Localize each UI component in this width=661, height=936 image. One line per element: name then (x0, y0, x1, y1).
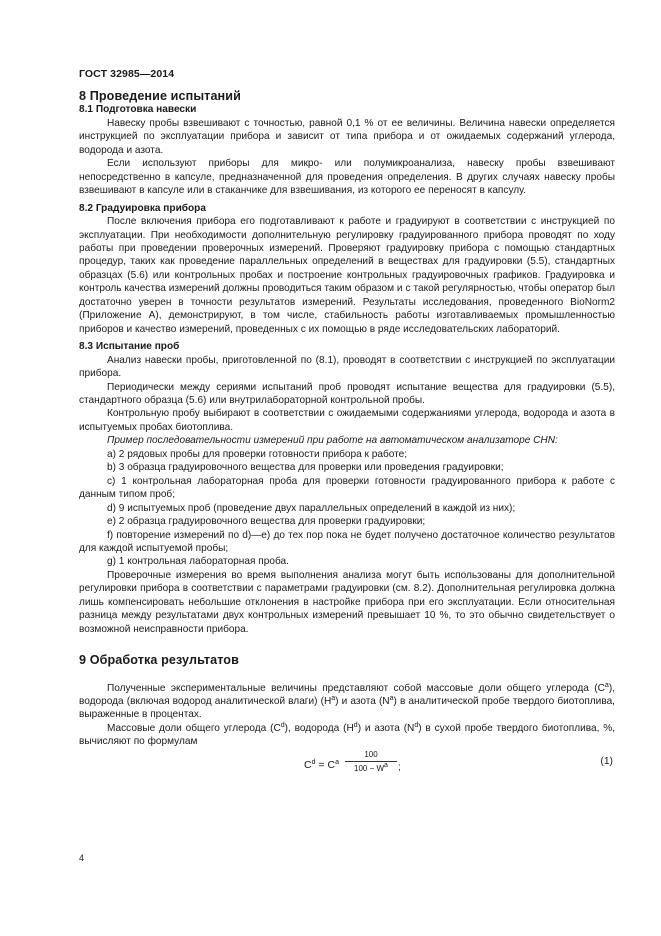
paragraph: Навеску пробы взвешивают с точностью, равной 0,1 % от ее величины. Величина навески определяется инструкцией по эксплуатации прибора и зависит от типа прибора и от ожидаемых содержаний углерода, водорода и азота. (79, 117, 615, 156)
section-8-heading: 8 Проведение испытаний (79, 89, 241, 103)
paragraph: Массовые доли общего углерода $(C^d)$, водорода $(H^d)$ и азота $(N^d)$ в сухой пробе твердого биотоплива, %, вычисляют по формулам (79, 721, 615, 748)
section-9-heading: 9 Обработка результатов (79, 653, 239, 668)
paragraph: После включения прибора его подготавливают к работе и градуируют в соответствии с инструкцией по эксплуатации. При необходимости дополнительную регулировку градуированного прибора проводят по ходу работы при проведении проверочных измерений. Проверяют градуировку прибора с помощью стандартных процедур, таких как проведение параллельных определений в веществах для градуировки (5.5), стандартных образцах (5.6) или контрольных пробах и построение контрольных градуировочных графиков. Градуировка и контроль качества измерений должны проводиться таким образом и с такой регулярностью, чтобы оператор был достаточно уверен в точности результатов измерений. Результаты исследования, проведенного BioNorm2 (Приложение А), демонстрируют, в том числе, стабильность работы изготавливаемых промышленностью приборов и качество измерений, проведенных с их помощью в ряде исследовательских лабораторий. (79, 216, 615, 335)
example-title: Пример последовательности измерений при работе на автоматическом анализаторе CHN: (107, 435, 558, 447)
subsection-8-1-heading: 8.1 Подготовка навески (79, 104, 197, 116)
list-item: e) 2 образца градуировочного вещества для проверки градуировки; (107, 516, 426, 528)
paragraph: Периодически между сериями испытаний проб проводят испытание вещества для градуировки (5.5), стандартного образца (5.6) или внутрилабораторной контрольной пробы. (79, 381, 615, 406)
paragraph: Анализ навески пробы, приготовленной по (8.1), проводят в соответствии с инструкцией по эксплуатации прибора. (79, 354, 615, 380)
list-item: b) 3 образца градуировочного вещества для проверки или проведения градуировки; (107, 462, 504, 474)
list-item: a) 2 рядовых пробы для проверки готовности прибора к работе; (107, 448, 408, 460)
paragraph: Если используют приборы для микро- или полумикроанализа, навеску пробы взвешивают непосредственно в капсуле, предназначенной для проведения определения. В других случаях навеску пробы взвешивают в капсуле или в стаканчике для взвешивания, из которого ее переносят в капсулу. (79, 158, 615, 197)
subsection-8-3-heading: 8.3 Испытание проб (79, 341, 180, 353)
list-item: g) 1 контрольная лабораторная проба. (107, 556, 289, 568)
list-item: d) 9 испытуемых проб (проведение двух параллельных определений в каждой из них); (107, 502, 516, 514)
formula-numerator: 100 (345, 749, 397, 762)
formula-denominator: $100 - W^a$ (354, 761, 388, 773)
document-id: ГОСТ 32985—2014 (79, 68, 175, 80)
formula-number: (1) (600, 755, 613, 767)
paragraph: Проверочные измерения во время выполнения анализа могут быть использованы для дополнительной регулировки прибора в соответствии с параметрами градуировки (см. 8.2). Дополнительная регулировка должна лишь компенсировать небольшие отклонения в настройке прибора при его эксплуатации. Если относительная разница между результатами двух контрольных измерений превышает 10 %, то это обычно свидетельствует о возможной неисправности прибора. (79, 569, 615, 635)
paragraph: Контрольную пробу выбирают в соответствии с ожидаемыми содержаниями углерода, водорода и азота в испытуемых пробах биотоплива. (79, 408, 615, 433)
subsection-8-2-heading: 8.2 Градуировка прибора (79, 202, 206, 214)
formula-punctuation: ; (398, 761, 401, 773)
page-number: 4 (79, 853, 85, 863)
formula-1 (79, 751, 615, 791)
list-item: c) 1 контрольная лабораторная проба для проверки готовности градуированного прибора к работе с данным типом проб; (79, 475, 615, 501)
page-content (79, 90, 615, 791)
paragraph: Полученные экспериментальные величины представляют собой массовые доли общего углерода $(C^a)$, водорода (включая водород аналитической влаги) $(H^a)$ и азота $(N^a)$ в аналитической пробе твердого биотоплива, выраженные в процентах. (79, 681, 615, 721)
formula-lhs: $C^d = C^a$ (304, 758, 339, 771)
list-item: f) повторение измерений по d)—e) до тех пор пока не будет получено достаточное количество результатов для каждой испытуемой пробы; (79, 529, 615, 554)
formula-fraction (345, 749, 397, 774)
